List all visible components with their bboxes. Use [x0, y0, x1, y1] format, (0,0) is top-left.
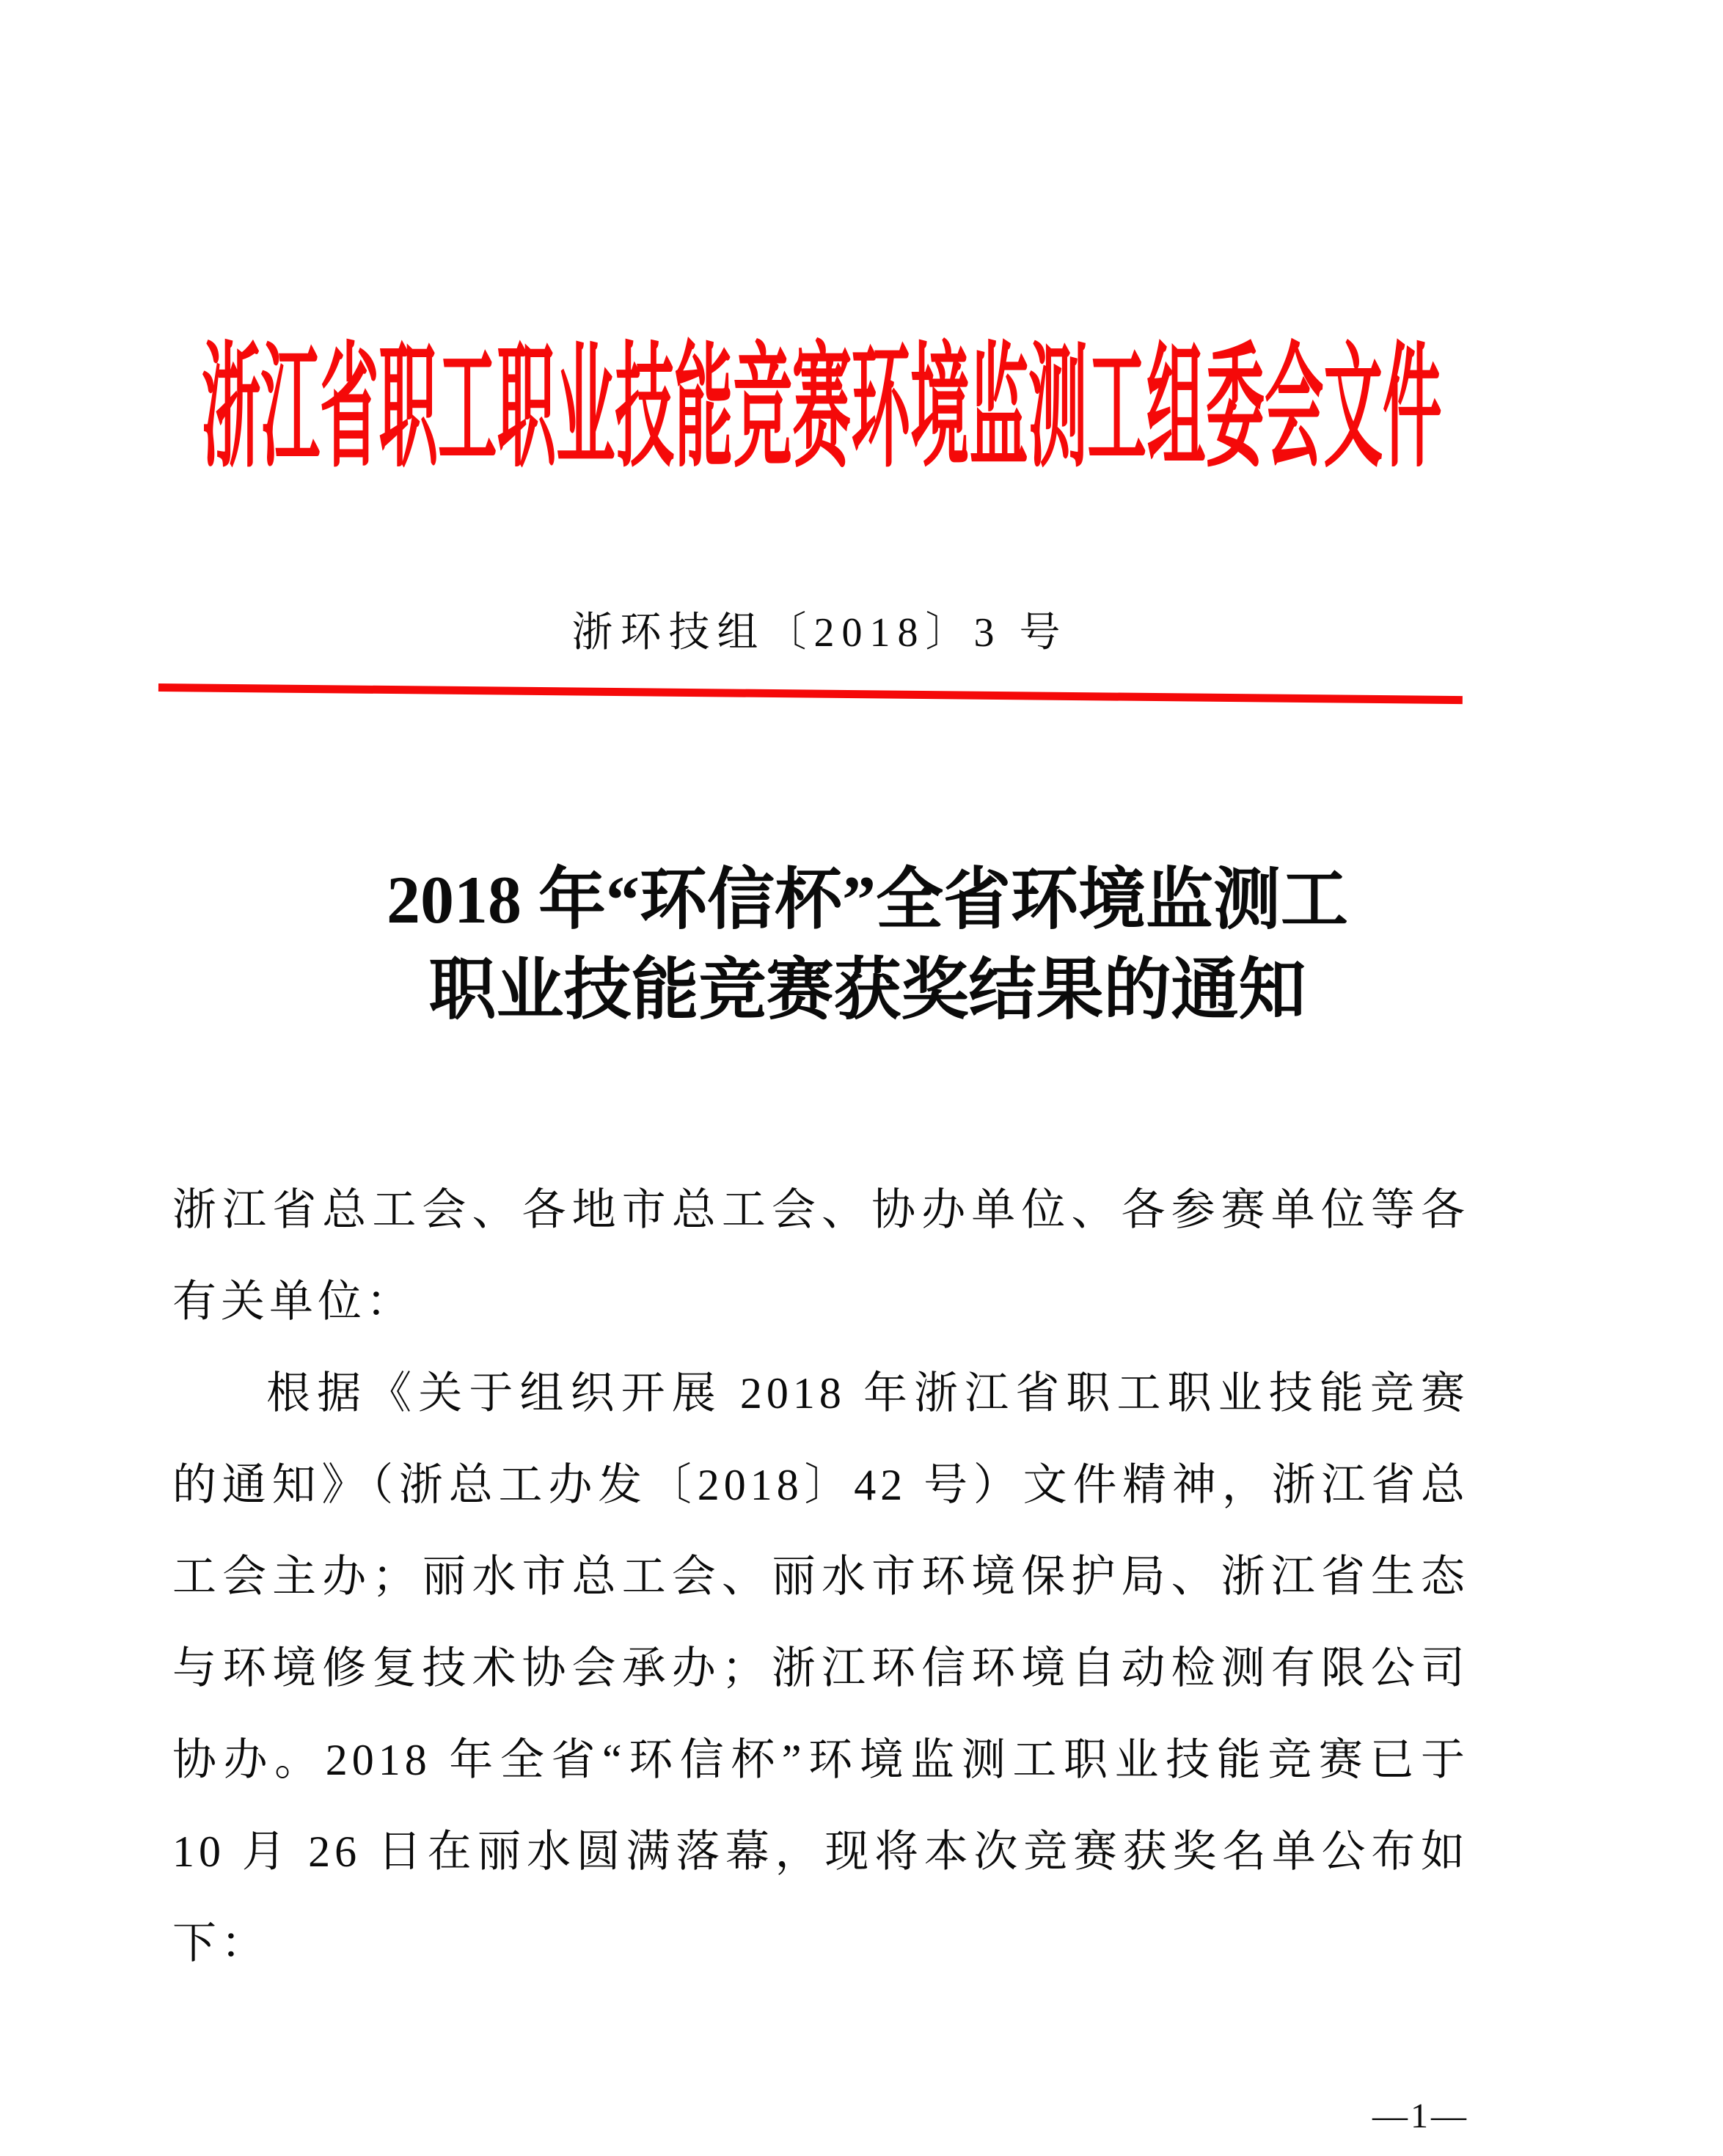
red-divider-line: [158, 683, 1463, 704]
letterhead-title: 浙江省职工职业技能竞赛环境监测工组委会文件: [202, 334, 1442, 483]
notice-body: [172, 1165, 1469, 1990]
body-line: 有关单位：: [172, 1277, 414, 1326]
notice-title: [220, 855, 1515, 1035]
page-number: —1—: [1372, 2097, 1469, 2135]
body-line: 根据《关于组织开展 2018 年浙江省职工职业技能竞赛: [266, 1369, 1469, 1418]
body-line: 工会主办；丽水市总工会、丽水市环境保护局、浙江省生态: [172, 1552, 1469, 1601]
letterhead-banner: [202, 334, 1442, 484]
body-line: 与环境修复技术协会承办；浙江环信环境自动检测有限公司: [172, 1644, 1469, 1693]
notice-title-line1: 2018 年“环信杯”全省环境监测工: [386, 862, 1348, 937]
body-line: 浙江省总工会、各地市总工会、协办单位、各参赛单位等各: [172, 1186, 1469, 1234]
body-line: 的通知》（浙总工办发〔2018〕42 号）文件精神，浙江省总: [172, 1461, 1469, 1509]
doc-reference-number: 浙环技组〔2018〕3 号: [571, 610, 1068, 656]
body-line: 下：: [172, 1919, 269, 1968]
body-line: 协办。2018 年全省“环信杯”环境监测工职业技能竞赛已于: [172, 1736, 1469, 1784]
notice-title-line2: 职业技能竞赛获奖结果的通知: [428, 953, 1306, 1027]
body-line: 10 月 26 日在丽水圆满落幕，现将本次竞赛获奖名单公布如: [172, 1827, 1469, 1876]
